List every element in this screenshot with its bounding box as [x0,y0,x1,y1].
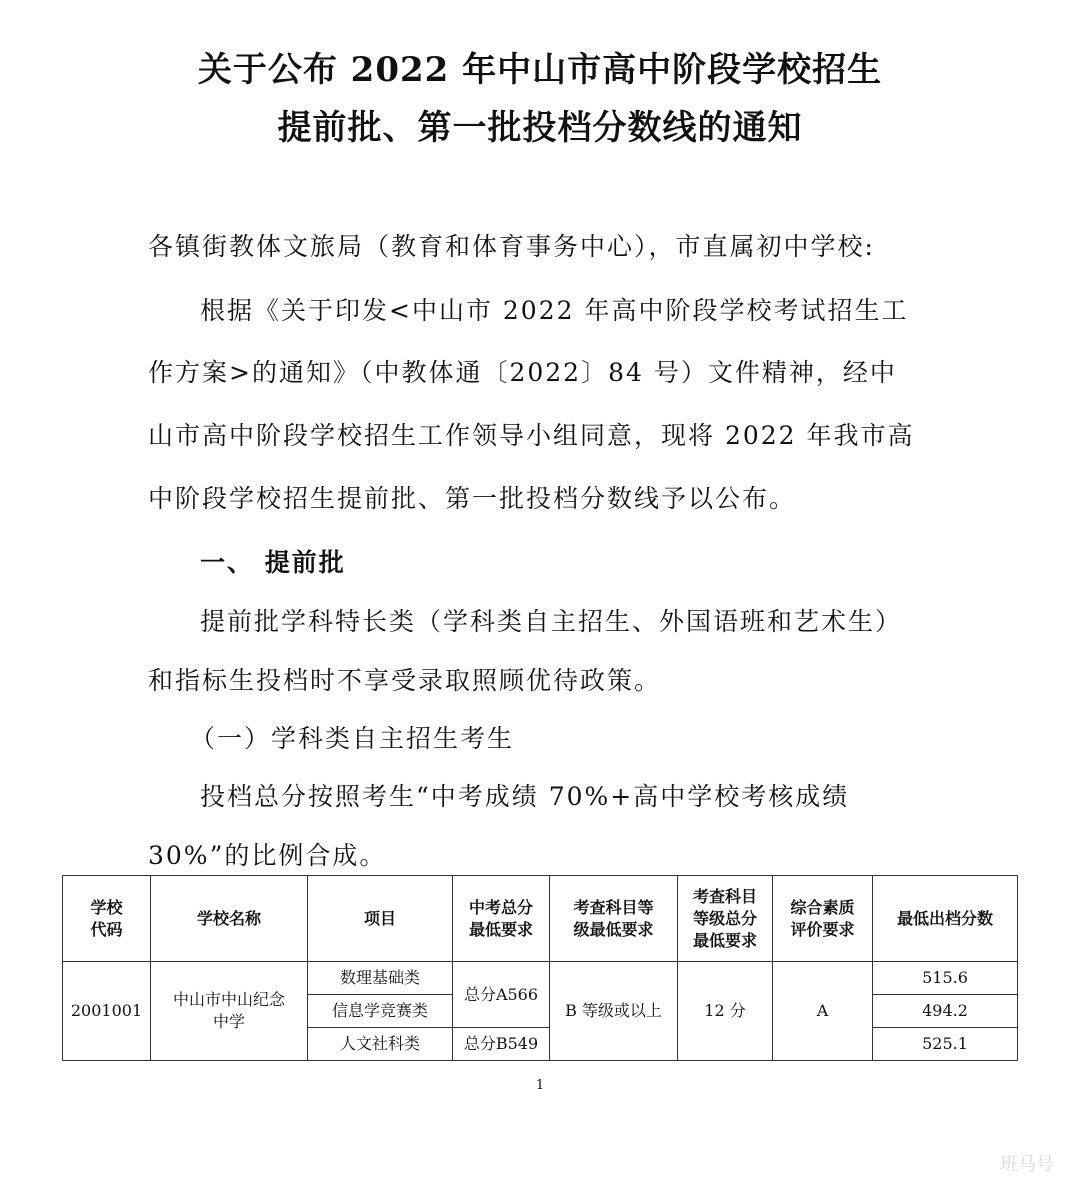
cell-min-score: 515.6 [873,962,1018,995]
table-row [63,962,1018,995]
title-line-2: 提前批、第一批投档分数线的通知 [277,108,803,148]
paragraph-line: 作方案>的通知》（中教体通〔2022〕84 号）文件精神，经中 [148,358,897,387]
cell-grade-req: B 等级或以上 [550,962,678,1061]
header-school-name: 学校名称 [151,876,308,962]
cell-total-req: 总分B549 [453,1028,550,1061]
table-header-row [63,876,1018,962]
title-line-1: 关于公布 2022 年中山市高中阶段学校招生 [197,50,883,90]
cell-school-name: 中山市中山纪念 中学 [151,962,308,1061]
cell-project: 人文社科类 [308,1028,453,1061]
cell-project: 信息学竞赛类 [308,995,453,1028]
cell-quality-req: A [773,962,873,1061]
page-number: 1 [535,1078,545,1093]
paragraph-line: 和指标生投档时不享受录取照顾优待政策。 [148,666,662,695]
header-grade-req: 考查科目等 级最低要求 [550,876,678,962]
paragraph-line: 中阶段学校招生提前批、第一批投档分数线予以公布。 [148,484,797,513]
cell-min-score: 494.2 [873,995,1018,1028]
paragraph-line: 投档总分按照考生“中考成绩 70%+高中学校考核成绩 [200,782,850,811]
header-min-score: 最低出档分数 [873,876,1018,962]
cell-school-code: 2001001 [63,962,151,1061]
watermark: 班马号 [1000,1154,1054,1175]
cell-grade-total: 12 分 [678,962,773,1061]
paragraph-line: 根据《关于印发<中山市 2022 年高中阶段学校考试招生工 [200,296,909,325]
header-quality-req: 综合素质 评价要求 [773,876,873,962]
header-project: 项目 [308,876,453,962]
salutation: 各镇街教体文旅局（教育和体育事务中心），市直属初中学校: [148,232,875,261]
header-total-req: 中考总分 最低要求 [453,876,550,962]
score-table [62,875,1018,1061]
paragraph-line: 提前批学科特长类（学科类自主招生、外国语班和艺术生） [200,607,903,636]
header-school-code: 学校 代码 [63,876,151,962]
cell-total-req: 总分A566 [453,962,550,1028]
subsection-heading: （一）学科类自主招生考生 [190,724,515,753]
cell-min-score: 525.1 [873,1028,1018,1061]
header-grade-total: 考查科目 等级总分 最低要求 [678,876,773,962]
cell-project: 数理基础类 [308,962,453,995]
paragraph-line: 30%”的比例合成。 [148,841,387,870]
paragraph-line: 山市高中阶段学校招生工作领导小组同意，现将 2022 年我市高 [148,421,915,450]
section-heading: 一、 提前批 [200,548,346,577]
